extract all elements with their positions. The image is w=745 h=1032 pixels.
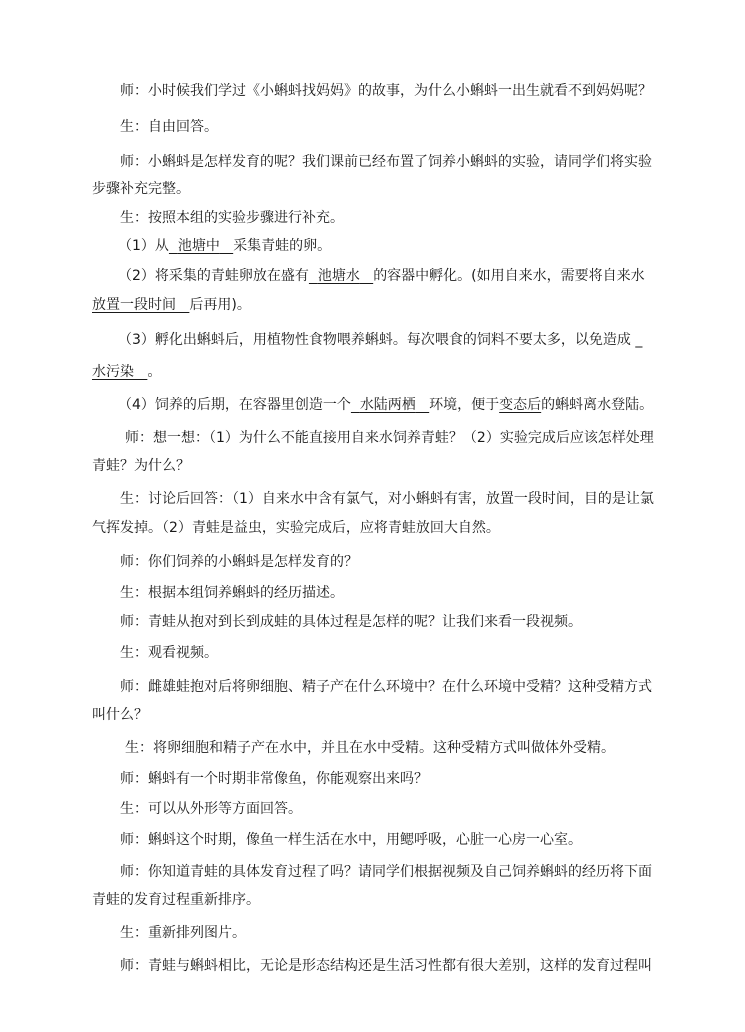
- blank-answer: 池塘水: [317, 268, 360, 284]
- line-text: 生：根据本组饲养蝌蚪的经历描述。: [120, 585, 344, 601]
- dialogue-line: [0, 643, 745, 663]
- dialogue-line: [0, 208, 745, 228]
- experiment-step-1: [0, 236, 745, 256]
- step-text: （1）从: [118, 238, 169, 254]
- line-text: 叫什么？: [92, 707, 148, 723]
- dialogue-line: [0, 677, 745, 697]
- line-text: 师：蝌蚪这个时期，像鱼一样生活在水中，用鳃呼吸，心脏一心房一心室。: [120, 832, 582, 848]
- step-text: （2）将采集的青蛙卵放在盛有: [118, 268, 309, 284]
- dialogue-line: [0, 583, 745, 603]
- line-text: 生：讨论后回答：（1）自来水中含有氯气，对小蝌蚪有害，放置一段时间，目的是让氯: [120, 491, 654, 507]
- line-text: 师：小蝌蚪是怎样发育的呢？我们课前已经布置了饲养小蝌蚪的实验，请同学们将实验: [120, 154, 652, 170]
- line-text: 师：你知道青蛙的具体发育过程了吗？请同学们根据视频及自己饲养蝌蚪的经历将下面: [120, 864, 652, 880]
- experiment-step-3-cont: [0, 362, 745, 382]
- experiment-step-3: [0, 330, 745, 350]
- line-text: 师：想一想：（1）为什么不能直接用自来水饲养青蛙？（2）实验完成后应该怎样处理: [125, 430, 654, 446]
- experiment-step-2-cont: [0, 295, 745, 315]
- dialogue-line: [0, 923, 745, 943]
- line-text: 师：青蛙从抱对到长到成蛙的具体过程是怎样的呢？让我们来看一段视频。: [120, 614, 582, 630]
- line-text: 生：自由回答。: [120, 119, 218, 135]
- step-text: 环境，便于: [429, 397, 500, 413]
- line-text: 师：青蛙与蝌蚪相比，无论是形态结构还是生活习性都有很大差别，这样的发育过程叫: [120, 958, 652, 974]
- dialogue-line: [0, 428, 745, 448]
- step-text: 的容器中孵化。(如用自来水，需要将自来水: [373, 268, 645, 284]
- line-text: 师：小时候我们学过《小蝌蚪找妈妈》的故事，为什么小蝌蚪一出生就看不到妈妈呢？: [120, 83, 652, 99]
- line-text: 生：可以从外形等方面回答。: [120, 801, 302, 817]
- dialogue-line: [0, 769, 745, 789]
- blank-answer: 池塘中: [177, 238, 220, 254]
- dialogue-line: [0, 705, 745, 725]
- dialogue-line: [0, 552, 745, 572]
- step-text: 后再用)。: [189, 297, 251, 313]
- step-text: （4）饲养的后期，在容器里创造一个: [118, 397, 351, 413]
- line-text: 气挥发掉。（2）青蛙是益虫，实验完成后，应将青蛙放回大自然。: [92, 520, 500, 536]
- step-text: 的蝌蚪离水登陆。: [541, 397, 654, 413]
- line-text: 生：按照本组的实验步骤进行补充。: [120, 210, 344, 226]
- dialogue-line: [0, 152, 745, 172]
- dialogue-line: [0, 799, 745, 819]
- line-text: 师：雌雄蛙抱对后将卵细胞、精子产在什么环境中？在什么环境中受精？这种受精方式: [120, 679, 652, 695]
- experiment-step-4: [0, 395, 745, 415]
- line-text: 生：重新排列图片。: [120, 925, 246, 941]
- dialogue-line: [0, 890, 745, 910]
- blank-answer: 放置一段时间: [92, 297, 176, 313]
- blank-answer: 水陆两栖: [359, 397, 416, 413]
- line-text: 师：你们饲养的小蝌蚪是怎样发育的？: [120, 554, 358, 570]
- line-text: 师：蝌蚪有一个时期非常像鱼，你能观察出来吗？: [120, 771, 428, 787]
- dialogue-line: [0, 862, 745, 882]
- experiment-step-2: [0, 266, 745, 286]
- dialogue-line: [0, 456, 745, 476]
- dialogue-line: [0, 117, 745, 137]
- blank-answer: 变态后: [499, 397, 542, 413]
- dialogue-line: [0, 612, 745, 632]
- line-text: 青蛙？为什么？: [92, 458, 190, 474]
- dialogue-line: [0, 81, 745, 101]
- dialogue-line: [0, 179, 745, 199]
- line-text: 步骤补充完整。: [92, 181, 190, 197]
- blank-answer: 水污染: [92, 364, 134, 380]
- step-text: 。: [147, 364, 162, 380]
- dialogue-line: [0, 489, 745, 509]
- line-text: 生：观看视频。: [120, 645, 218, 661]
- dialogue-line: [0, 956, 745, 976]
- step-text: 采集青蛙的卵。: [233, 238, 332, 254]
- dialogue-line: [0, 738, 745, 758]
- line-text: 青蛙的发育过程重新排序。: [92, 892, 260, 908]
- step-text: （3）孵化出蝌蚪后，用植物性食物喂养蝌蚪。每次喂食的饲料不要太多，以免造成 _: [118, 332, 643, 348]
- dialogue-line: [0, 830, 745, 850]
- line-text: 生：将卵细胞和精子产在水中，并且在水中受精。这种受精方式叫做体外受精。: [125, 740, 615, 756]
- dialogue-line: [0, 518, 745, 538]
